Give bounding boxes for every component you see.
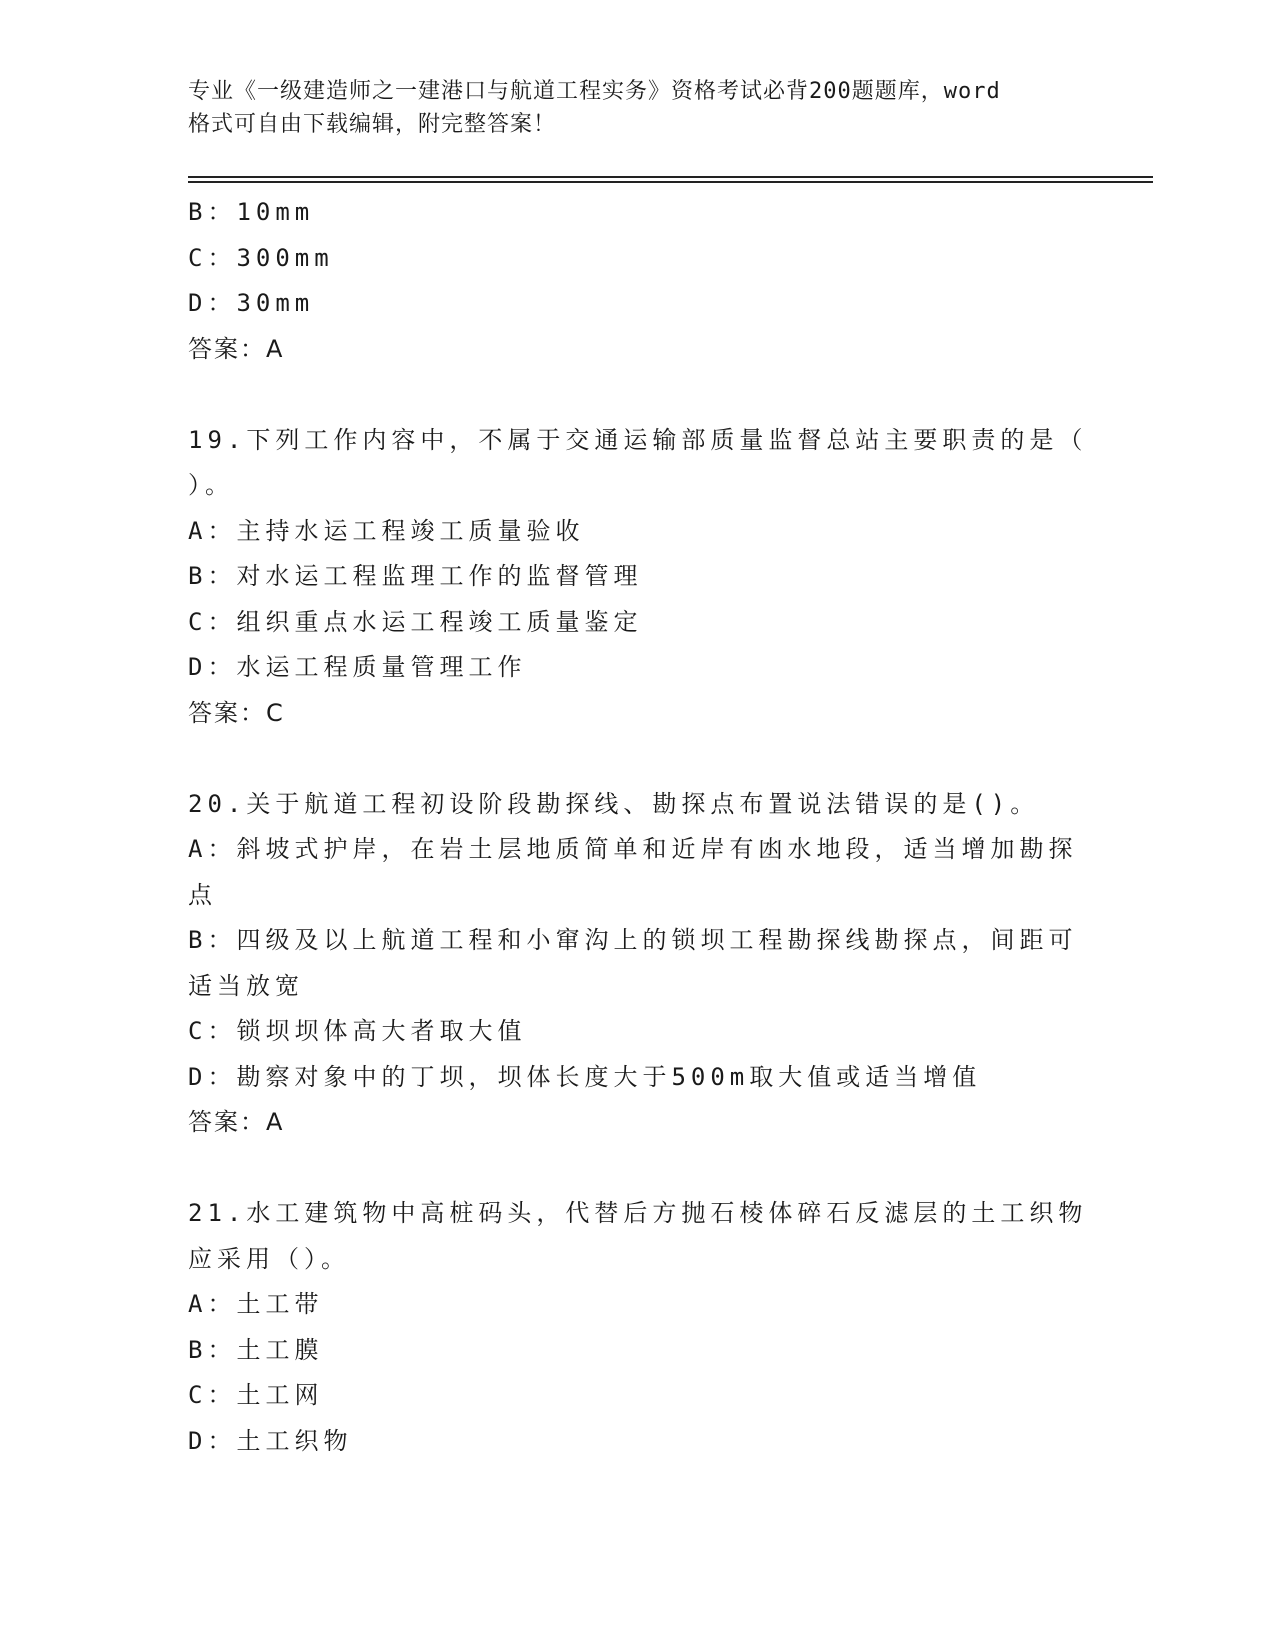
q19-option-b: B：对水运工程监理工作的监督管理: [188, 562, 643, 590]
q19-question-line-1: 19.下列工作内容中，不属于交通运输部质量监督总站主要职责的是（: [188, 425, 1088, 454]
q19-option-c: C：组织重点水运工程竣工质量鉴定: [188, 607, 643, 636]
q20-option-d: D：勘察对象中的丁坝，坝体长度大于500m取大值或适当增值: [188, 1062, 982, 1091]
q20-option-b-line-1: B：四级及以上航道工程和小窜沟上的锁坝工程勘探线勘探点，间距可: [188, 926, 1078, 954]
header-divider-top: [188, 176, 1153, 178]
q20-answer: 答案：A: [188, 1108, 285, 1136]
header-divider-bottom: [188, 181, 1153, 183]
question-19: [188, 418, 1088, 737]
document-header: [188, 75, 1068, 141]
q20-option-b-line-2: 适当放宽: [188, 971, 304, 1000]
q21-question-line-1: 21.水工建筑物中高桩码头，代替后方抛石棱体碎石反滤层的土工织物: [188, 1199, 1088, 1227]
q21-option-b: B：土工膜: [188, 1335, 324, 1364]
q21-option-a: A：土工带: [188, 1290, 324, 1318]
q20-question: 20.关于航道工程初设阶段勘探线、勘探点布置说法错误的是()。: [188, 789, 1040, 818]
q18-answer: 答案：A: [188, 334, 285, 363]
q19-option-d: D：水运工程质量管理工作: [188, 653, 527, 681]
spacer: [188, 736, 1068, 782]
q18-option-c: C：300mm: [188, 243, 334, 272]
spacer: [188, 372, 1068, 418]
question-20: [188, 782, 1078, 1146]
q20-option-c: C：锁坝坝体高大者取大值: [188, 1017, 527, 1045]
header-line-2: 格式可自由下载编辑，附完整答案！: [188, 112, 557, 137]
header-line-1: 专业《一级建造师之一建港口与航道工程实务》资格考试必背200题题库，word: [188, 79, 1001, 104]
q19-answer: 答案：C: [188, 698, 285, 727]
q20-option-a-line-1: A：斜坡式护岸，在岩土层地质简单和近岸有凼水地段，适当增加勘探: [188, 835, 1078, 863]
q19-option-a: A：主持水运工程竣工质量验收: [188, 516, 585, 545]
question-21: [188, 1191, 1088, 1464]
question-18-tail: [188, 190, 1068, 372]
q20-option-a-line-2: 点: [188, 880, 217, 909]
q21-question-line-2: 应采用（）。: [188, 1244, 350, 1273]
q21-option-d: D：土工织物: [188, 1426, 353, 1455]
q21-option-c: C：土工网: [188, 1381, 324, 1409]
q18-option-d: D：30mm: [188, 289, 315, 317]
question-list: [188, 190, 1088, 1464]
q19-question-line-2: ）。: [188, 471, 234, 499]
q18-option-b: B：10mm: [188, 198, 315, 226]
spacer: [188, 1146, 1068, 1192]
